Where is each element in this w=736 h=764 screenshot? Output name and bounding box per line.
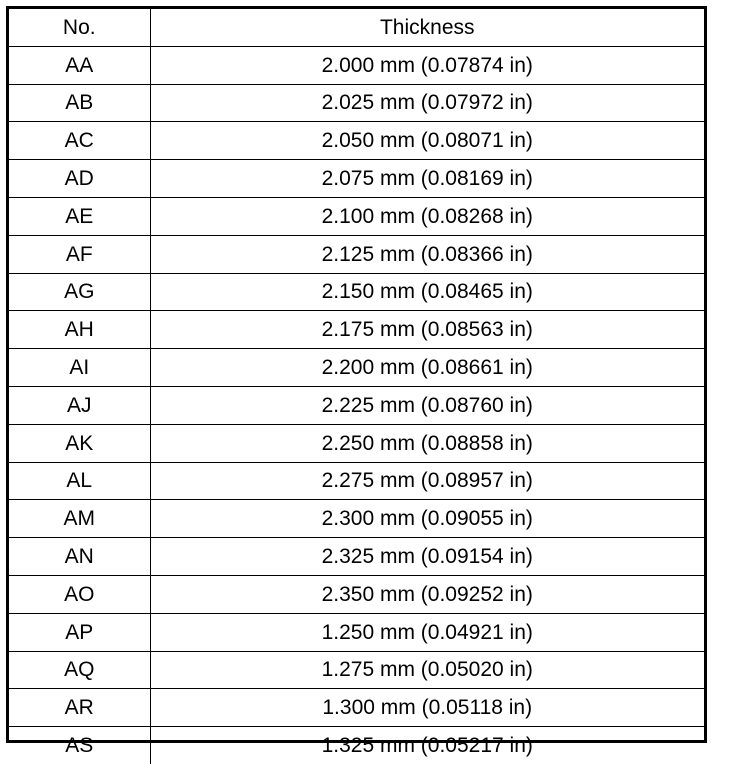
row-thickness: 2.225 mm (0.08760 in) [150,386,704,424]
row-no: AR [9,689,150,727]
row-thickness: 2.250 mm (0.08858 in) [150,424,704,462]
table-row [9,462,704,500]
row-no: AN [9,538,150,576]
table-row [9,386,704,424]
table-row [9,727,704,764]
row-thickness: 1.300 mm (0.05118 in) [150,689,704,727]
table-header-row [9,9,704,46]
row-no: AD [9,160,150,198]
table-row [9,273,704,311]
row-thickness: 2.025 mm (0.07972 in) [150,84,704,122]
row-no: AI [9,349,150,387]
table-row [9,651,704,689]
row-no: AS [9,727,150,764]
row-no: AO [9,575,150,613]
table-row [9,84,704,122]
thickness-table [9,9,704,764]
row-thickness: 2.150 mm (0.08465 in) [150,273,704,311]
row-no: AB [9,84,150,122]
row-no: AE [9,197,150,235]
table-row [9,349,704,387]
row-no: AF [9,235,150,273]
table-row [9,311,704,349]
row-thickness: 2.350 mm (0.09252 in) [150,575,704,613]
row-thickness: 1.275 mm (0.05020 in) [150,651,704,689]
row-no: AC [9,122,150,160]
row-thickness: 2.125 mm (0.08366 in) [150,235,704,273]
table-row [9,500,704,538]
header-thickness: Thickness [150,9,704,46]
row-thickness: 2.300 mm (0.09055 in) [150,500,704,538]
thickness-table-container [6,6,707,758]
row-no: AJ [9,386,150,424]
row-thickness: 1.325 mm (0.05217 in) [150,727,704,764]
row-thickness: 2.075 mm (0.08169 in) [150,160,704,198]
row-thickness: 2.175 mm (0.08563 in) [150,311,704,349]
table-row [9,424,704,462]
row-thickness: 2.000 mm (0.07874 in) [150,46,704,84]
row-thickness: 2.200 mm (0.08661 in) [150,349,704,387]
table-row [9,122,704,160]
row-no: AP [9,613,150,651]
table-row [9,689,704,727]
table-row [9,160,704,198]
table-row [9,538,704,576]
row-no: AM [9,500,150,538]
table-row [9,575,704,613]
row-thickness: 2.325 mm (0.09154 in) [150,538,704,576]
table-row [9,613,704,651]
table-row [9,197,704,235]
row-thickness: 1.250 mm (0.04921 in) [150,613,704,651]
row-no: AA [9,46,150,84]
row-no: AK [9,424,150,462]
row-thickness: 2.050 mm (0.08071 in) [150,122,704,160]
row-no: AL [9,462,150,500]
table-row [9,46,704,84]
row-no: AG [9,273,150,311]
row-thickness: 2.275 mm (0.08957 in) [150,462,704,500]
row-thickness: 2.100 mm (0.08268 in) [150,197,704,235]
header-no: No. [9,9,150,46]
row-no: AQ [9,651,150,689]
table-row [9,235,704,273]
row-no: AH [9,311,150,349]
